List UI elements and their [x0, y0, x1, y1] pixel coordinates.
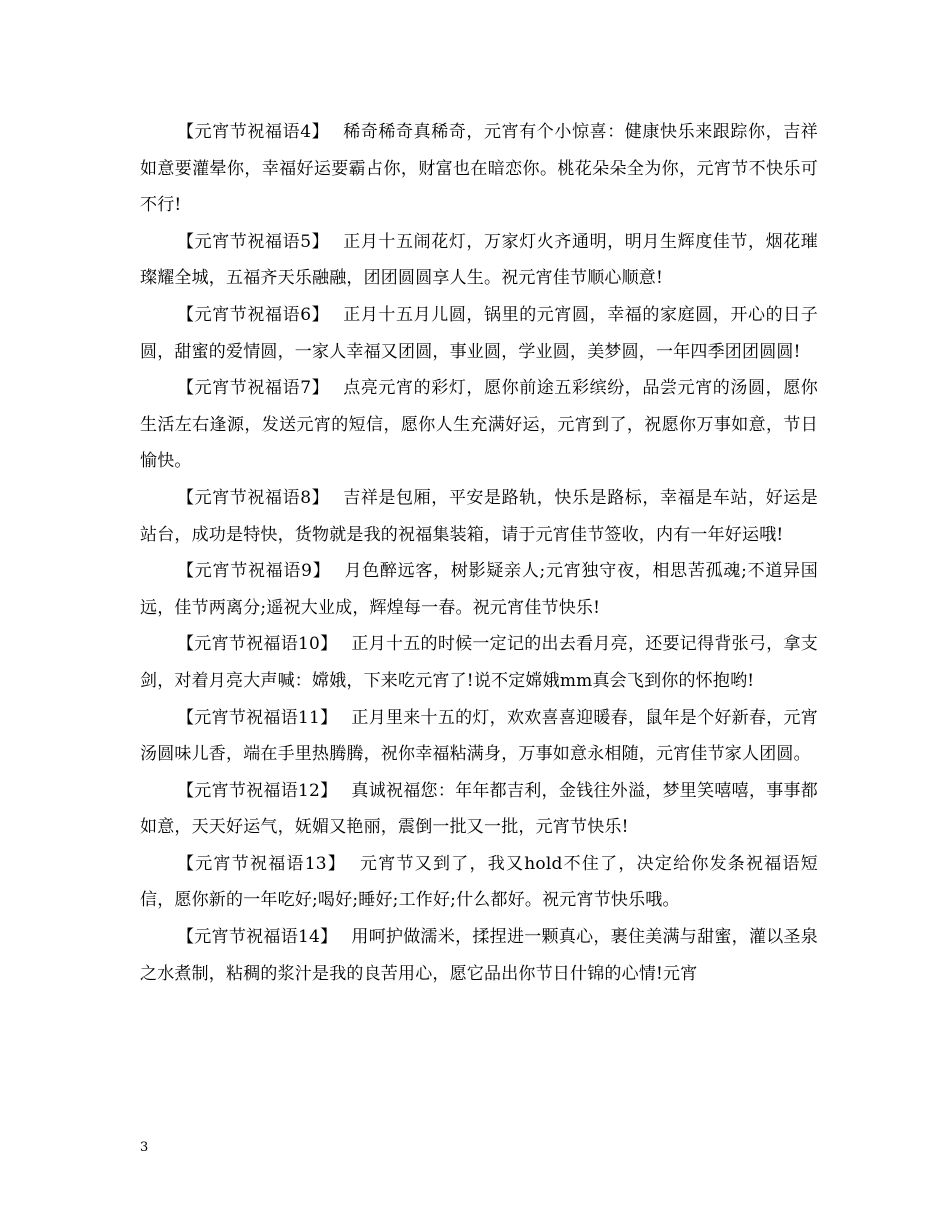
blessing-paragraph-10 [140, 626, 818, 699]
blessing-text-4: 稀奇稀奇真稀奇，元宵有个小惊喜：健康快乐来跟踪你，吉祥如意要灌晕你，幸福好运要霸占你，财富也在暗恋你。桃花朵朵全为你，元宵节不快乐可不行! [140, 122, 818, 216]
blessing-text-12: 真诚祝福您：年年都吉利，金钱往外溢，梦里笑嘻嘻，事事都如意，天天好运气，妩媚又艳丽，震倒一批又一批，元宵节快乐! [140, 780, 818, 838]
blessing-paragraph-11 [140, 700, 818, 773]
blessing-text-7: 点亮元宵的彩灯，愿你前途五彩缤纷，品尝元宵的汤圆，愿你生活左右逢源，发送元宵的短信，愿你人生充满好运，元宵到了，祝愿你万事如意，节日愉快。 [140, 378, 818, 472]
blessing-paragraph-9 [140, 553, 818, 626]
blessing-title-13: 【元宵节祝福语13】 [177, 853, 347, 874]
blessing-title-8: 【元宵节祝福语8】 [177, 487, 330, 508]
blessing-paragraph-6 [140, 297, 818, 370]
blessing-text-8: 吉祥是包厢，平安是路轨，快乐是路标，幸福是车站，好运是站台，成功是特快，货物就是我的祝福集装箱，请于元宵佳节签收，内有一年好运哦! [140, 487, 818, 545]
blessing-title-10: 【元宵节祝福语10】 [177, 634, 338, 655]
blessing-title-5: 【元宵节祝福语5】 [177, 231, 330, 252]
blessing-text-5: 正月十五闹花灯，万家灯火齐通明，明月生辉度佳节，烟花璀璨耀全城，五福齐天乐融融，团团圆圆享人生。祝元宵佳节顺心顺意! [140, 231, 818, 289]
blessing-text-10: 正月十五的时候一定记的出去看月亮，还要记得背张弓，拿支剑，对着月亮大声喊：嫦娥，下来吃元宵了!说不定嫦娥mm真会飞到你的怀抱哟! [140, 634, 818, 691]
blessing-paragraph-8 [140, 480, 818, 553]
blessing-title-4: 【元宵节祝福语4】 [177, 122, 330, 142]
blessing-title-14: 【元宵节祝福语14】 [177, 927, 338, 948]
blessing-paragraph-13 [140, 846, 818, 919]
document-body [140, 114, 818, 992]
blessing-paragraph-7 [140, 370, 818, 480]
blessing-title-11: 【元宵节祝福语11】 [177, 707, 338, 728]
page-number: 3 [140, 1140, 149, 1155]
blessing-text-11: 正月里来十五的灯，欢欢喜喜迎暖春，鼠年是个好新春，元宵汤圆味儿香，端在手里热腾腾，祝你幸福粘满身，万事如意永相随，元宵佳节家人团圆。 [140, 707, 818, 765]
blessing-paragraph-14 [140, 919, 818, 992]
blessing-title-7: 【元宵节祝福语7】 [177, 378, 330, 399]
blessing-paragraph-5 [140, 224, 818, 297]
blessing-text-14: 用呵护做濡米，揉捏进一颗真心，裹住美满与甜蜜，灌以圣泉之水煮制，粘稠的浆汁是我的良苦用心，愿它品出你节日什锦的心情!元宵 [140, 927, 818, 984]
blessing-text-9: 月色醉远客，树影疑亲人;元宵独守夜，相思苦孤魂;不道异国远，佳节两离分;遥祝大业成，辉煌每一春。祝元宵佳节快乐! [140, 561, 818, 618]
blessing-paragraph-12 [140, 773, 818, 846]
blessing-title-6: 【元宵节祝福语6】 [177, 304, 330, 325]
blessing-text-6: 正月十五月儿圆，锅里的元宵圆，幸福的家庭圆，开心的日子圆，甜蜜的爱情圆，一家人幸福又团圆，事业圆，学业圆，美梦圆，一年四季团团圆圆! [140, 304, 818, 362]
blessing-title-12: 【元宵节祝福语12】 [177, 780, 338, 801]
blessing-title-9: 【元宵节祝福语9】 [177, 561, 331, 582]
blessing-text-13: 元宵节又到了，我又hold不住了，决定给你发条祝福语短信，愿你新的一年吃好;喝好;睡好;工作好;什么都好。祝元宵节快乐哦。 [140, 853, 818, 911]
blessing-paragraph-4 [140, 114, 818, 224]
